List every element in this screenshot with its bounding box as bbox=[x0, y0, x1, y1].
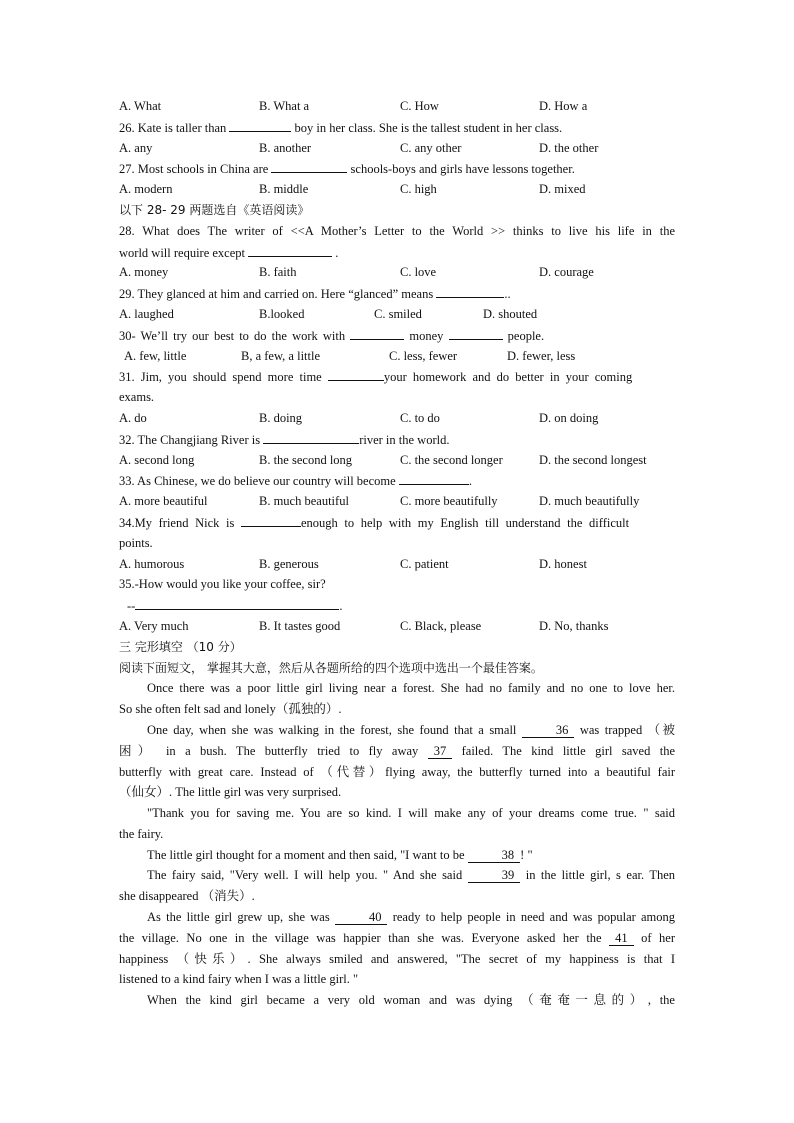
passage-paragraph-6: As the little girl grew up, she was 40 ready to help people in need and was popular among the village. No one in the village was happier than she was. Everyone asked her the 41 of her happiness （快乐）. She always smiled and answered, "The secret of my happiness is that I listened to a kind fairy when I was a little girl. " bbox=[119, 910, 675, 987]
q31-stem-line2: exams. bbox=[119, 390, 155, 405]
q32-option-d: D. the second longest bbox=[539, 452, 647, 467]
q34-option-a: A. humorous bbox=[119, 556, 185, 571]
q33-option-a: A. more beautiful bbox=[119, 494, 208, 509]
q30-option-c: C. less, fewer bbox=[389, 348, 458, 363]
q25-option-b: B. What a bbox=[259, 99, 310, 113]
q27-option-a: A. modern bbox=[119, 182, 173, 197]
q26-option-c: C. any other bbox=[400, 140, 462, 155]
cloze-blank-40: 40 bbox=[335, 910, 388, 925]
section-title: 三 完形填空 （10 分） bbox=[119, 639, 242, 654]
q35-stem: 35.-How would you like your coffee, sir? bbox=[119, 577, 326, 592]
q31-option-d: D. on doing bbox=[539, 410, 599, 425]
passage-paragraph-7: When the kind girl became a very old woman and was dying （奄奄一息的）, the bbox=[147, 993, 675, 1008]
q27-blank bbox=[271, 158, 347, 173]
q29-blank bbox=[436, 283, 504, 298]
q26-blank bbox=[229, 117, 291, 132]
q28-option-c: C. love bbox=[400, 265, 437, 280]
q33-options bbox=[119, 491, 675, 512]
q30-options bbox=[119, 346, 675, 367]
q32-stem: 32. The Changjiang River is river in the world. bbox=[119, 429, 675, 450]
q26-options bbox=[119, 138, 675, 159]
q35-options bbox=[119, 616, 675, 637]
exam-content bbox=[119, 96, 675, 1011]
q32-blank bbox=[263, 429, 359, 444]
note-28-29: 以下 28- 29 两题选自《英语阅读》 bbox=[119, 202, 310, 217]
q26-stem: 26. Kate is taller than boy in her class. She is the tallest student in her class. bbox=[119, 117, 675, 138]
q29-options bbox=[119, 304, 675, 325]
q25-option-c: C. How bbox=[400, 99, 439, 113]
q28-blank bbox=[248, 242, 332, 257]
q27-option-d: D. mixed bbox=[539, 182, 586, 197]
q30-option-b: B, a few, a little bbox=[241, 348, 321, 363]
q29-option-c: C. smiled bbox=[374, 306, 422, 321]
passage-paragraph-2: One day, when she was walking in the forest, she found that a small 36 was trapped （被 困） in a bush. The butterfly tried to fly away 37 failed. The kind little girl saved the butterfly with great care. Instead of （代替）flying away, the butterfly turned into a beautiful fair （仙女）. The little girl was very surprised. bbox=[119, 722, 675, 800]
q29-option-b: B.looked bbox=[259, 306, 305, 321]
q29-option-a: A. laughed bbox=[119, 306, 174, 321]
q28-option-b: B. faith bbox=[259, 265, 297, 280]
q34-options bbox=[119, 554, 675, 575]
q34-stem-line2: points. bbox=[119, 535, 153, 550]
q29-option-d: D. shouted bbox=[483, 306, 538, 321]
q32-options bbox=[119, 450, 675, 471]
q30-blank-2 bbox=[449, 325, 503, 340]
cloze-blank-39: 39 bbox=[468, 868, 521, 883]
q34-option-d: D. honest bbox=[539, 556, 587, 571]
q28-stem-line2: world will require except . bbox=[119, 242, 675, 263]
q31-option-b: B. doing bbox=[259, 410, 303, 425]
q35-option-c: C. Black, please bbox=[400, 618, 482, 633]
q32-option-a: A. second long bbox=[119, 452, 195, 467]
q31-stem: 31. Jim, you should spend more time your homework and do better in your coming bbox=[119, 366, 675, 387]
q28-stem-line1: 28. What does The writer of <<A Mother’s Letter to the World >> thinks to live his life in the bbox=[119, 223, 675, 238]
q33-option-c: C. more beautifully bbox=[400, 494, 498, 509]
q34-option-b: B. generous bbox=[259, 556, 319, 571]
q35-option-b: B. It tastes good bbox=[259, 618, 341, 633]
q34-blank bbox=[241, 512, 301, 527]
q35-reply: -- . bbox=[119, 595, 675, 616]
q28-option-d: D. courage bbox=[539, 265, 594, 280]
q31-options bbox=[119, 408, 675, 429]
q35-option-a: A. Very much bbox=[119, 618, 189, 633]
q27-stem: 27. Most schools in China are schools-boys and girls have lessons together. bbox=[119, 158, 675, 179]
cloze-blank-38: 38 bbox=[468, 848, 521, 863]
passage-paragraph-5: The fairy said, "Very well. I will help you. " And she said 39 in the little girl, s ear. Then she disappeared （消失）. bbox=[119, 868, 675, 904]
passage-paragraph-1: Once there was a poor little girl living near a forest. She had no family and no one to love her. So she often felt sad and lonely（孤独的）. bbox=[119, 681, 675, 717]
q31-blank bbox=[328, 366, 384, 381]
q31-option-a: A. do bbox=[119, 410, 147, 425]
q27-options bbox=[119, 179, 675, 200]
section-instructions: 阅读下面短文， 掌握其大意，然后从各题所给的四个选项中选出一个最佳答案。 bbox=[119, 660, 543, 675]
cloze-blank-41: 41 bbox=[609, 931, 634, 946]
q28-option-a: A. money bbox=[119, 265, 169, 280]
q34-stem: 34.My friend Nick is enough to help with my English till understand the difficult bbox=[119, 512, 675, 533]
passage-paragraph-4: The little girl thought for a moment and then said, "I want to be 38 ! " bbox=[147, 847, 533, 862]
q33-option-b: B. much beautiful bbox=[259, 494, 349, 509]
q27-option-b: B. middle bbox=[259, 182, 309, 197]
q29-stem: 29. They glanced at him and carried on. Here “glanced” means .. bbox=[119, 283, 675, 304]
cloze-blank-36: 36 bbox=[522, 723, 575, 738]
q25-options bbox=[119, 96, 675, 117]
q30-option-a: A. few, little bbox=[124, 348, 187, 363]
q25-option-a: A. What bbox=[119, 99, 162, 113]
q31-option-c: C. to do bbox=[400, 410, 440, 425]
q26-option-a: A. any bbox=[119, 140, 153, 155]
q32-option-c: C. the second longer bbox=[400, 452, 503, 467]
passage-paragraph-3: "Thank you for saving me. You are so kind. I will make any of your dreams come true. " said the fairy. bbox=[119, 806, 675, 841]
q26-option-d: D. the other bbox=[539, 140, 599, 155]
q26-option-b: B. another bbox=[259, 140, 312, 155]
q33-blank bbox=[399, 470, 469, 485]
q30-option-d: D. fewer, less bbox=[507, 348, 576, 363]
q35-blank bbox=[135, 595, 339, 610]
q30-blank-1 bbox=[350, 325, 404, 340]
q30-stem: 30- We’ll try our best to do the work with money people. bbox=[119, 325, 675, 346]
q27-option-c: C. high bbox=[400, 182, 437, 197]
q28-options bbox=[119, 262, 675, 283]
q33-option-d: D. much beautifully bbox=[539, 494, 640, 509]
q32-option-b: B. the second long bbox=[259, 452, 353, 467]
q25-option-d: D. How a bbox=[539, 99, 588, 113]
q34-option-c: C. patient bbox=[400, 556, 449, 571]
q33-stem: 33. As Chinese, we do believe our country will become . bbox=[119, 470, 675, 491]
q35-option-d: D. No, thanks bbox=[539, 618, 609, 633]
cloze-blank-37: 37 bbox=[428, 744, 453, 759]
